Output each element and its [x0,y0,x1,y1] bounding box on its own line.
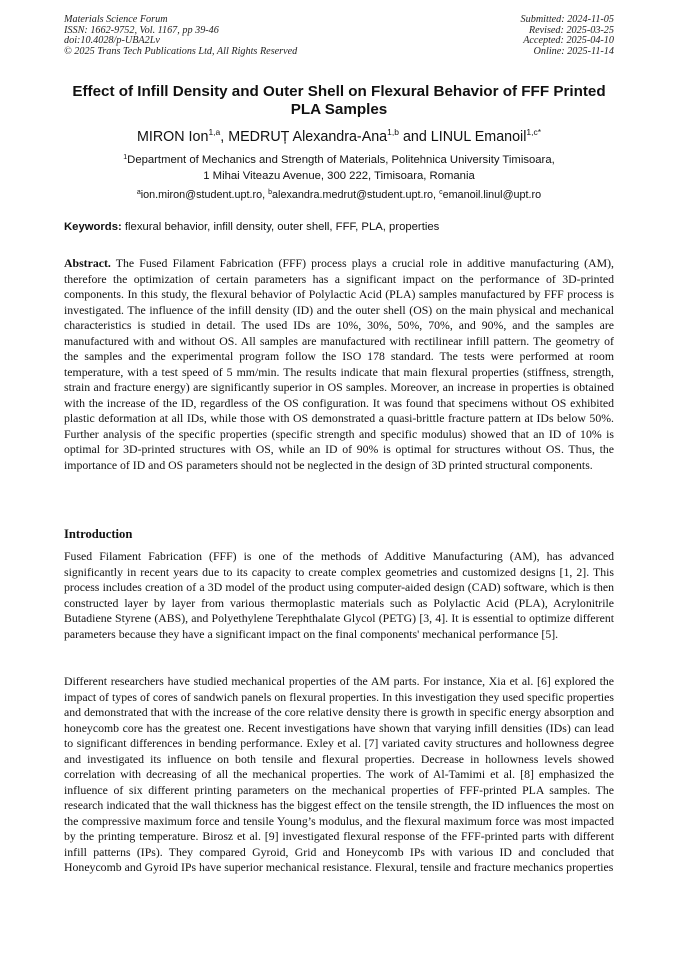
date-accepted: Accepted: 2025-04-10 [523,35,614,47]
abstract-text: The Fused Filament Fabrication (FFF) process plays a crucial role in additive manufacturing (AM), therefore the optimization of certain parameters has a significant impact on the performance of 3D-printed components. In this study, the flexural behavior of Polylactic Acid (PLA) samples manufactured by FFF process is investigated. The influence of the infill density (ID) and the outer shell (OS) on the main physical and mechanical characteristics is studied in detail. The used IDs are 10%, 30%, 50%, 70%, and 90%, and the samples are manufactured with and without OS. All samples are manufactured with rectilinear infill pattern. The geometry of the samples and the experimental program follow the ISO 178 standard. The tests were performed at room temperature, with a test speed of 5 mm/min. The results indicate that main flexural properties (stiffness, strength, strain and fracture energy) are significantly superior in OS samples. Moreover, an increase in properties is obtained with the increase of the ID, regardless of the OS configuration. It was found that specimens without OS exhibited plastic deformation at all IDs, while those with OS demonstrated a quasi-brittle fracture pattern at IDs below 50%. Further analysis of the specific properties (specific strength and specific modulus) showed that an ID of 10% is optimal for 3D-printed structures with OS, while an ID of 90% is optimal for structures without OS. Thus, the importance of ID and OS parameters should not be neglected in the design of 3D printed structural components. [64,256,614,472]
journal-copyright: © 2025 Trans Tech Publications Ltd, All Rights Reserved [64,45,298,57]
email-link[interactable]: ion.miron@student.upt.ro, [140,189,269,201]
section-heading-introduction: Introduction [64,527,133,541]
affiliation-line: 1 Mihai Viteazu Avenue, 300 222, Timisoara, Romania [203,169,475,182]
author-list [64,124,614,146]
author-affiliation-mark: 1,c* [526,127,542,137]
author-name: MIRON Ion [136,129,209,145]
author-affiliation-mark: 1,a [208,127,221,137]
author-name: MEDRUȚ Alexandra-Ana [228,129,388,145]
affiliation [64,150,614,184]
introduction-paragraph: Different researchers have studied mechanical properties of the AM parts. For instance, Xia et al. [6] explored the impact of types of cores of sandwich panels on flexural properties. In this investigation they used specific properties and demonstrated that with the increase of the core relative density there is growth in specific energy absorption and honeycomb core has the greatest one. Recent investigations have shown that varying infill densities (IDs) can lead to significant differences in bending performance. Exley et al. [7] variated cavity structures and hollowness degree and investigated its influence on both tensile and flexural properties. Decrease in hollowness levels showed correlation with decreasing of all the mechanical properties. The work of Al-Tamimi et al. [8] emphasized the influence of six different printing parameters on the mechanical properties of FFF-printed PLA samples. The research indicated that the wall thickness has the biggest effect on the tensile strength, the ID influences the most on the compressive maximum force and tensile Young’s modulus, and the flexural maximum force was most impacted by the printing temperature. Birosz et al. [9] investigated flexural response of the FFF-printed parts with different infill patterns (IPs). They compared Gyroid, Grid and Honeycomb IPs with various ID and concluded that Honeycomb and Gyroid IPs have superior mechanical resistance. Flexural, tensile and fracture mechanics properties [64,674,614,874]
date-online: Online: 2025-11-14 [533,45,614,57]
author-name: LINUL Emanoil [430,129,527,145]
affiliation-line: $^1$Department of Mechanics and Strength of Materials, Politehnica University Timisoara, [123,154,555,166]
affiliation-mark: 1 [123,154,128,161]
date-revised: Revised: 2025-03-25 [528,24,614,36]
journal-doi: doi:10.4028/p-UBA2Lv [64,35,160,47]
abstract [64,256,614,473]
abstract-label: Abstract. [64,256,111,270]
journal-issn: ISSN: 1662-9752, Vol. 1167, pp 39-46 [64,24,219,36]
email-link[interactable]: emanoil.linul@upt.ro [442,189,542,201]
journal-name: Materials Science Forum [64,14,168,25]
introduction-paragraph: Fused Filament Fabrication (FFF) is one of the methods of Additive Manufacturing (AM), has advanced significantly in recent years due to its capacity to create complex geometries and customized designs [1, 2]. This process includes creation of a 3D model of the product using computer-aided design (CAD) software, which is then constructed layer by layer from various thermoplastic materials such as Polylactic Acid (PLA), Acrylonitrile Butadiene Styrene (ABS), and Polyethylene Terephthalate Glycol (PETG) [3, 4]. It is essential to optimize different parameters because they have a significant impact on the final components' mechanical performance [5]. [64,549,614,641]
author-separator: , [220,129,229,145]
author-separator: and [398,129,431,145]
author-affiliation-mark: 1,b [387,127,399,137]
paper-title: Effect of Infill Density and Outer Shell on Flexural Behavior of FFF Printed PLA Samples [72,83,606,118]
publication-dates [521,15,614,57]
keywords [64,220,614,234]
email-link[interactable]: alexandra.medrut@student.upt.ro, [272,189,440,201]
author-emails: $^a$ion.miron@student.upt.ro, $^b$alexandra.medrut@student.upt.ro, $^c$emanoil.linul@upt.ro [136,189,542,201]
keywords-label: Keywords: [64,221,122,233]
date-submitted: Submitted: 2024-11-05 [520,14,614,25]
journal-info [64,15,297,57]
keywords-text: flexural behavior, infill density, outer shell, FFF, PLA, properties [121,221,440,233]
